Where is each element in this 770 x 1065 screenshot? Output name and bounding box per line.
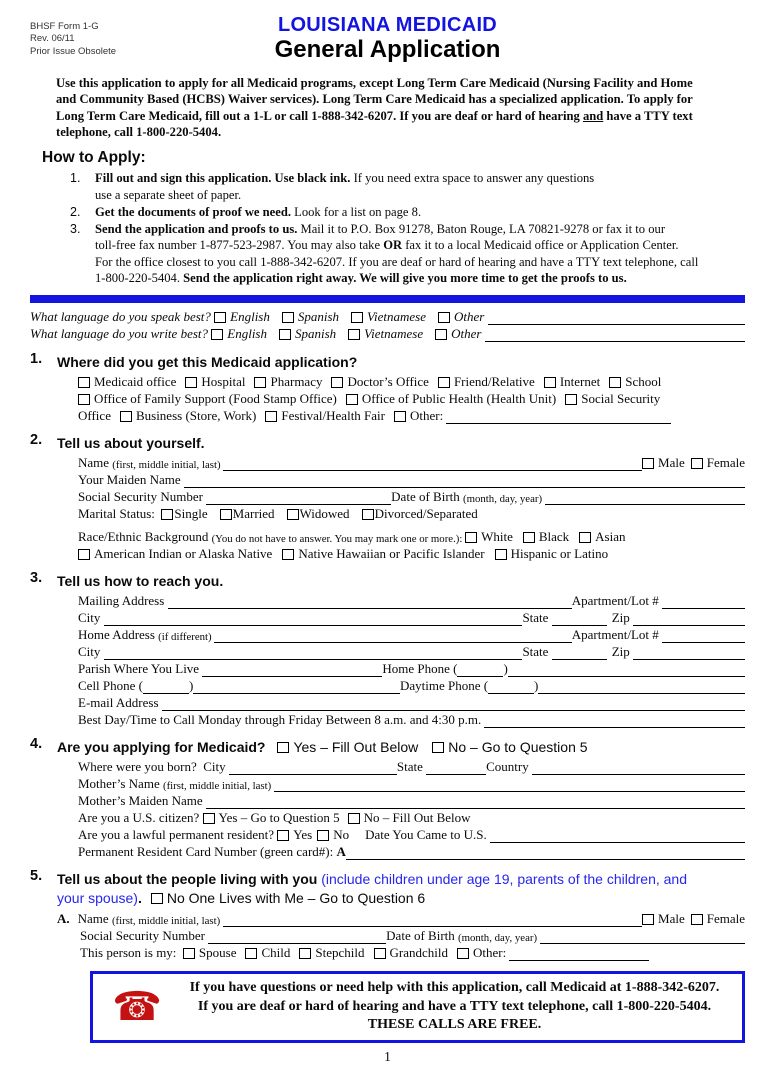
- label-text: Parish Where You Live: [78, 661, 203, 677]
- list-number: 3.: [70, 222, 81, 237]
- checkbox[interactable]: [151, 893, 163, 905]
- form-line: [57, 910, 745, 927]
- label-text: ): [189, 678, 194, 694]
- blank-field-line[interactable]: [223, 457, 642, 471]
- label-text: Where were you born? City: [78, 759, 229, 775]
- label-text: .: [137, 890, 142, 907]
- question-header-row: [30, 432, 745, 451]
- label-text: Asian: [595, 529, 626, 545]
- question-number: 2.: [30, 432, 43, 449]
- checkbox[interactable]: [183, 948, 195, 960]
- label-text: and Community Based (HCBS) Waiver services). Long Term Care Medicaid has a specialized application. To apply for: [56, 92, 693, 107]
- checkbox[interactable]: [495, 549, 507, 561]
- label-text: School: [625, 374, 662, 390]
- form-line: [78, 758, 745, 775]
- label-text: Cell Phone (: [78, 678, 143, 694]
- blank-field-line[interactable]: [488, 680, 534, 694]
- checkbox[interactable]: [185, 377, 197, 389]
- language-line-1: [30, 308, 745, 325]
- contact-line-2: If you are deaf or hard of hearing and have a TTY text telephone, call 1-800-220-5404.: [197, 998, 712, 1014]
- checkbox[interactable]: [203, 813, 215, 825]
- blank-field-line[interactable]: [346, 846, 745, 860]
- checkbox[interactable]: [691, 458, 703, 470]
- label-text: If you need extra space to answer any questions: [350, 171, 595, 186]
- list-number: 1.: [70, 171, 81, 186]
- label-text: Where did you get this Medicaid application?: [57, 354, 358, 371]
- form-revision: Rev. 06/11: [30, 33, 75, 45]
- blank-field-line[interactable]: [509, 947, 649, 961]
- checkbox[interactable]: [348, 813, 360, 825]
- checkbox[interactable]: [120, 411, 132, 423]
- checkbox[interactable]: [346, 394, 358, 406]
- blank-field-line[interactable]: [202, 663, 382, 677]
- checkbox[interactable]: [282, 312, 294, 324]
- label-text: Social Security: [581, 391, 661, 407]
- checkbox[interactable]: [351, 312, 363, 324]
- language-line-2: [30, 325, 745, 342]
- label-text: Permanent Resident Card Number (green card#):: [78, 844, 337, 860]
- label-text: Office: [78, 408, 111, 424]
- blank-field-line[interactable]: [104, 612, 523, 626]
- blank-field-line[interactable]: [633, 612, 745, 626]
- blue-divider: [30, 295, 745, 303]
- label-text: Date of Birth: [391, 489, 464, 505]
- form-header: [30, 14, 745, 68]
- label-text: toll-free fax number 1-877-523-2987. You may also take: [95, 238, 384, 253]
- checkbox[interactable]: [254, 377, 266, 389]
- label-text: and: [582, 108, 604, 123]
- label-text: Home Address: [78, 627, 159, 643]
- label-text: (first, middle initial, last): [112, 459, 224, 472]
- list-item-text: [95, 221, 745, 286]
- blank-field-line[interactable]: [426, 761, 486, 775]
- intro-paragraph: [56, 75, 739, 140]
- label-text: Zip: [611, 610, 633, 626]
- checkbox[interactable]: [277, 742, 289, 754]
- label-text: Tell us about the people living with you: [57, 871, 322, 888]
- form-line: [78, 454, 745, 471]
- label-text: Hispanic or Latino: [510, 546, 609, 562]
- blank-field-line[interactable]: [552, 612, 607, 626]
- label-text: English: [230, 309, 270, 325]
- form-obsolete-note: Prior Issue Obsolete: [30, 45, 117, 57]
- telephone-icon: ☎: [112, 983, 162, 1030]
- form-line: [78, 626, 745, 643]
- label-text: Your Maiden Name: [78, 472, 184, 488]
- label-text: City: [78, 644, 104, 660]
- checkbox[interactable]: [642, 458, 654, 470]
- label-text: Date of Birth: [386, 928, 459, 944]
- checkbox[interactable]: [565, 394, 577, 406]
- label-text: Married: [232, 506, 275, 522]
- label-text: Spanish: [295, 326, 337, 342]
- how-to-apply-item-1: [70, 170, 745, 202]
- checkbox[interactable]: [299, 948, 311, 960]
- label-text: Name: [78, 455, 113, 471]
- checkbox[interactable]: [642, 914, 654, 926]
- checkbox[interactable]: [465, 532, 477, 544]
- checkbox[interactable]: [245, 948, 257, 960]
- label-text: (if different): [158, 631, 215, 644]
- label-text: Single: [174, 506, 208, 522]
- label-text: Zip: [611, 644, 633, 660]
- checkbox[interactable]: [374, 948, 386, 960]
- label-text: E-mail Address: [78, 695, 162, 711]
- checkbox[interactable]: [609, 377, 621, 389]
- label-text: No – Fill Out Below: [363, 810, 471, 826]
- how-to-apply-list: [30, 170, 745, 286]
- label-text: Name: [77, 911, 112, 927]
- label-text: (include children under age 19, parents of the children, and: [321, 871, 688, 888]
- question-number: 3.: [30, 570, 43, 587]
- label-text: have a TTY text: [603, 108, 693, 123]
- label-text: Business (Store, Work): [135, 408, 257, 424]
- blank-field-line[interactable]: [532, 761, 745, 775]
- checkbox[interactable]: [78, 377, 90, 389]
- label-text: Mailing Address: [78, 593, 168, 609]
- label-text: fax it to a local Medicaid office or Application Center.: [402, 238, 679, 253]
- label-text: No – Go to Question 5: [448, 739, 588, 756]
- question-1: [30, 351, 745, 424]
- checkbox[interactable]: [265, 411, 277, 423]
- blank-field-line[interactable]: [223, 913, 642, 927]
- form-line: [78, 694, 745, 711]
- blank-field-line[interactable]: [488, 311, 745, 325]
- label-text: Other:: [472, 945, 510, 961]
- label-text: ): [534, 678, 539, 694]
- form-line: [78, 390, 745, 407]
- checkbox[interactable]: [287, 509, 299, 521]
- form-line: [57, 927, 745, 944]
- checkbox[interactable]: [394, 411, 406, 423]
- blank-field-line[interactable]: [208, 930, 386, 944]
- blank-field-line[interactable]: [162, 697, 745, 711]
- page-number: 1: [384, 1048, 391, 1064]
- label-text: Friend/Relative: [453, 374, 535, 390]
- blank-field-line[interactable]: [633, 646, 745, 660]
- label-text: Male: [658, 911, 685, 927]
- label-text: State: [396, 759, 427, 775]
- form-line: [78, 592, 745, 609]
- label-text: Office of Public Health (Health Unit): [361, 391, 557, 407]
- form-line: [78, 809, 745, 826]
- label-text: Use this application to apply for all Medicaid programs, except Long Term Care Medicaid (Nursing Facility and Home: [56, 76, 693, 90]
- checkbox[interactable]: [214, 312, 226, 324]
- how-to-apply-section: [30, 149, 745, 286]
- checkbox[interactable]: [438, 377, 450, 389]
- label-text: 1-800-220-5404.: [95, 270, 184, 285]
- blank-field-line[interactable]: [508, 663, 745, 677]
- checkbox[interactable]: [432, 742, 444, 754]
- label-text: (first, middle initial, last): [111, 915, 223, 928]
- question-4: [30, 736, 745, 860]
- question-3: [30, 570, 745, 728]
- checkbox[interactable]: [579, 532, 591, 544]
- question-number: 1.: [30, 351, 43, 368]
- form-line: [78, 471, 745, 488]
- question-body: [78, 373, 745, 424]
- question-5: [30, 868, 745, 961]
- label-text: Fill out and sign this application. Use black ink.: [95, 171, 351, 186]
- how-to-apply-heading: How to Apply:: [42, 149, 146, 167]
- list-item-text: [95, 170, 745, 202]
- label-text: What language do you write best?: [30, 326, 212, 342]
- question-heading: [57, 570, 745, 589]
- label-text: Apartment/Lot #: [571, 593, 662, 609]
- blank-field-line[interactable]: [457, 663, 503, 677]
- question-header-row: [30, 887, 745, 906]
- blank-field-line[interactable]: [485, 328, 745, 342]
- label-text: Social Security Number: [80, 928, 209, 944]
- label-text: Are you a lawful permanent resident?: [78, 827, 278, 843]
- how-to-apply-item-2: [70, 204, 745, 220]
- blank-field-line[interactable]: [662, 629, 745, 643]
- label-text: Festival/Health Fair: [281, 408, 385, 424]
- question-header-row: [30, 351, 745, 370]
- label-text: Pharmacy: [270, 374, 323, 390]
- form-line: [78, 843, 745, 860]
- checkbox[interactable]: [331, 377, 343, 389]
- label-text: Child: [261, 945, 291, 961]
- question-heading: [57, 887, 745, 906]
- form-line: [78, 643, 745, 660]
- label-text: A.: [57, 911, 70, 927]
- form-line: [78, 792, 745, 809]
- question-body: [57, 910, 745, 961]
- checkbox[interactable]: [282, 549, 294, 561]
- label-text: No One Lives with Me – Go to Question 6: [166, 890, 426, 907]
- label-text: Send the application right away. We will give you more time to get the proofs to us.: [183, 270, 627, 285]
- label-text: American Indian or Alaska Native: [94, 546, 273, 562]
- label-text: What language do you speak best?: [30, 309, 215, 325]
- label-text: Send the application and proofs to us.: [95, 222, 298, 237]
- question-heading: [57, 351, 745, 370]
- blank-field-line[interactable]: [484, 714, 745, 728]
- question-number: [30, 887, 57, 906]
- label-text: Divorced/Separated: [374, 506, 478, 522]
- blank-field-line[interactable]: [168, 595, 572, 609]
- label-text: This person is my:: [80, 945, 183, 961]
- question-number: 5.: [30, 868, 43, 885]
- label-text: Best Day/Time to Call Monday through Friday Between 8 a.m. and 4:30 p.m.: [78, 712, 485, 728]
- how-to-apply-item-3: [70, 221, 745, 286]
- question-2: [30, 432, 745, 562]
- blank-field-line[interactable]: [540, 930, 745, 944]
- blank-field-line[interactable]: [538, 680, 745, 694]
- label-text: Country: [486, 759, 533, 775]
- question-heading: [57, 868, 745, 887]
- checkbox[interactable]: [523, 532, 535, 544]
- contact-info-text: [181, 974, 742, 1040]
- label-text: Daytime Phone (: [399, 678, 489, 694]
- label-text: Native Hawaiian or Pacific Islander: [298, 546, 485, 562]
- label-text: A: [336, 844, 346, 860]
- checkbox[interactable]: [457, 948, 469, 960]
- checkbox[interactable]: [78, 549, 90, 561]
- list-item-text: [95, 204, 745, 220]
- form-line: [78, 826, 745, 843]
- language-section: [30, 308, 745, 342]
- blank-field-line[interactable]: [552, 646, 607, 660]
- form-line: [78, 775, 745, 792]
- label-text: State: [522, 644, 552, 660]
- blank-field-line[interactable]: [274, 778, 745, 792]
- label-text: Look for a list on page 8.: [291, 204, 422, 219]
- blank-field-line[interactable]: [545, 491, 745, 505]
- question-body: [78, 592, 745, 728]
- blank-field-line[interactable]: [193, 680, 400, 694]
- contact-line-1: If you have questions or need help with this application, call Medicaid at 1-888-342-6207.: [189, 980, 720, 996]
- checkbox[interactable]: [317, 830, 329, 842]
- label-text: Tell us about yourself.: [57, 435, 205, 452]
- label-text: Tell us how to reach you.: [57, 573, 224, 590]
- label-text: Marital Status:: [78, 506, 162, 522]
- checkbox[interactable]: [544, 377, 556, 389]
- blank-field-line[interactable]: [446, 410, 671, 424]
- label-text: (month, day, year): [458, 932, 540, 945]
- checkbox[interactable]: [348, 329, 360, 341]
- label-text: Mail it to P.O. Box 91278, Baton Rouge, LA 70821-9278 or fax it to our: [297, 222, 666, 237]
- label-text: Race/Ethnic Background: [78, 529, 212, 545]
- blank-field-line[interactable]: [206, 795, 745, 809]
- form-code-block: [30, 21, 116, 58]
- label-text: Mother’s Maiden Name: [78, 793, 206, 809]
- blank-field-line[interactable]: [206, 491, 391, 505]
- label-text: Female: [706, 455, 745, 471]
- form-line: [78, 609, 745, 626]
- blank-field-line[interactable]: [184, 474, 745, 488]
- question-heading: [57, 736, 745, 755]
- question-number: 4.: [30, 736, 43, 753]
- label-text: White: [481, 529, 513, 545]
- label-text: Are you a U.S. citizen?: [78, 810, 203, 826]
- label-text: Other:: [410, 408, 447, 424]
- form-line: [78, 373, 745, 390]
- label-text: (month, day, year): [463, 493, 545, 506]
- label-text: telephone, call 1-800-220-5404.: [56, 125, 222, 140]
- label-text: City: [78, 610, 104, 626]
- blank-field-line[interactable]: [104, 646, 523, 660]
- question-body: [78, 454, 745, 562]
- label-text: Apartment/Lot #: [571, 627, 662, 643]
- label-text: Social Security Number: [78, 489, 207, 505]
- checkbox[interactable]: [211, 329, 223, 341]
- label-text: Widowed: [299, 506, 350, 522]
- label-text: Male: [658, 455, 685, 471]
- form-line: [78, 660, 745, 677]
- blank-field-line[interactable]: [490, 829, 745, 843]
- form-line: [78, 677, 745, 694]
- question-header-row: [30, 736, 745, 755]
- label-text: For the office closest to you call 1-888-342-6207. If you are deaf or hard of hearing and have a TTY text telephone, call: [95, 254, 699, 269]
- label-text: Long Term Care Medicaid, fill out a 1-L or call 1-888-342-6207. If you are deaf or hard of hearing: [56, 108, 583, 123]
- question-header-row: [30, 570, 745, 589]
- label-text: Yes – Go to Question 5: [218, 810, 340, 826]
- questions: [30, 351, 745, 961]
- form-line: [78, 505, 745, 522]
- label-text: your spouse): [57, 890, 138, 907]
- label-text: Spanish: [297, 309, 340, 325]
- label-text: Female: [706, 911, 745, 927]
- question-header-row: [30, 868, 745, 887]
- checkbox[interactable]: [438, 312, 450, 324]
- page-subtitle: General Application: [274, 36, 501, 63]
- contact-info-box: [90, 971, 745, 1043]
- label-text: Grandchild: [389, 945, 448, 961]
- label-text: ): [503, 661, 508, 677]
- checkbox[interactable]: [220, 509, 232, 521]
- label-text: Get the documents of proof we need.: [95, 204, 291, 219]
- label-text: Vietnamese: [364, 326, 424, 342]
- blank-field-line[interactable]: [214, 629, 571, 643]
- label-text: State: [522, 610, 552, 626]
- checkbox[interactable]: [435, 329, 447, 341]
- label-text: Date You Came to U.S.: [365, 827, 491, 843]
- question-body: [78, 758, 745, 860]
- form-line: [78, 407, 745, 424]
- form-line: [78, 545, 745, 562]
- contact-line-3: THESE CALLS ARE FREE.: [367, 1017, 542, 1033]
- label-text: Medicaid office: [94, 374, 177, 390]
- label-text: use a separate sheet of paper.: [95, 187, 242, 202]
- label-text: Spouse: [198, 945, 237, 961]
- blank-field-line[interactable]: [143, 680, 189, 694]
- form-line: [78, 488, 745, 505]
- page-title: LOUISIANA MEDICAID: [277, 14, 498, 36]
- blank-field-line[interactable]: [662, 595, 745, 609]
- form-code: BHSF Form 1-G: [30, 21, 99, 32]
- checkbox[interactable]: [277, 830, 289, 842]
- label-text: Doctor’s Office: [347, 374, 429, 390]
- checkbox[interactable]: [362, 509, 374, 521]
- label-text: OR: [383, 238, 403, 253]
- checkbox[interactable]: [78, 394, 90, 406]
- label-text: (You do not have to answer. You may mark one or more.):: [211, 533, 466, 546]
- label-text: Black: [538, 529, 570, 545]
- checkbox[interactable]: [279, 329, 291, 341]
- question-heading: [57, 432, 745, 451]
- form-line: [78, 528, 745, 545]
- label-text: Other: [451, 326, 485, 342]
- label-text: Yes: [293, 827, 313, 843]
- label-text: English: [227, 326, 267, 342]
- checkbox[interactable]: [691, 914, 703, 926]
- label-text: No: [333, 827, 350, 843]
- label-text: Other: [454, 309, 488, 325]
- label-text: Home Phone (: [382, 661, 458, 677]
- label-text: Are you applying for Medicaid?: [57, 739, 266, 756]
- label-text: Internet: [559, 374, 601, 390]
- label-text: Stepchild: [315, 945, 365, 961]
- label-text: Mother’s Name: [78, 776, 163, 792]
- label-text: Yes – Fill Out Below: [293, 739, 419, 756]
- checkbox[interactable]: [161, 509, 173, 521]
- form-line: [78, 711, 745, 728]
- label-text: Vietnamese: [367, 309, 427, 325]
- label-text: Hospital: [201, 374, 246, 390]
- label-text: Office of Family Support (Food Stamp Office): [94, 391, 337, 407]
- list-number: 2.: [70, 204, 81, 219]
- form-line: [57, 944, 745, 961]
- label-text: (first, middle initial, last): [162, 780, 274, 793]
- blank-field-line[interactable]: [229, 761, 397, 775]
